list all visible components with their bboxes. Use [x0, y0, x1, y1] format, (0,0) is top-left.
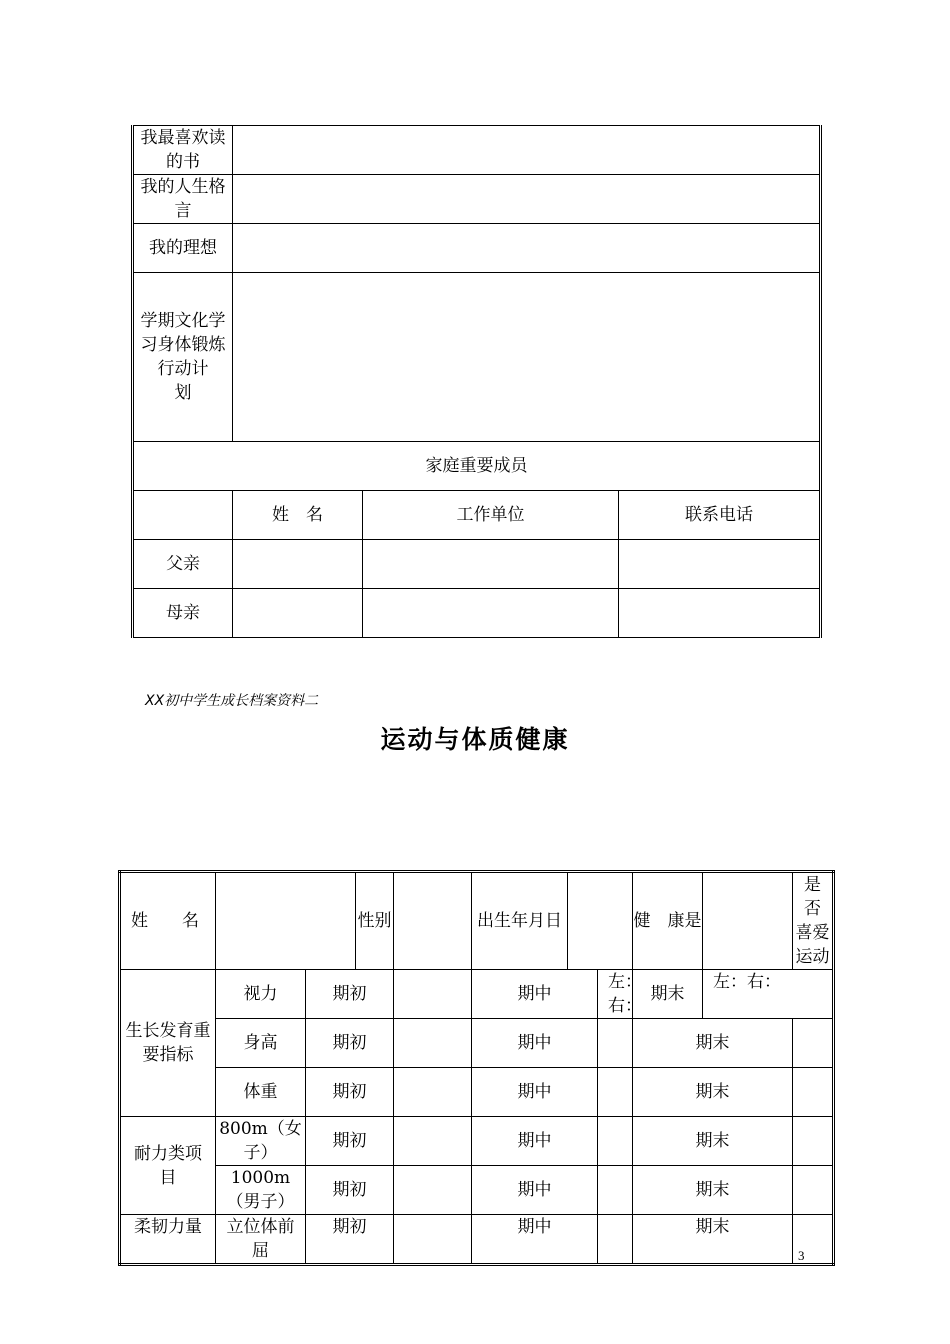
document-caption: XX初中学生成长档案资料二	[145, 693, 319, 709]
vision-end-label: 期末	[633, 970, 703, 1019]
vision-mid-label: 期中	[472, 970, 598, 1019]
father-label: 父亲	[133, 540, 233, 589]
mother-workplace-field[interactable]	[363, 589, 619, 638]
col-name-header: 姓 名	[233, 491, 363, 540]
father-name-field[interactable]	[233, 540, 363, 589]
name-field[interactable]	[216, 872, 356, 970]
height-label: 身高	[216, 1019, 306, 1068]
health-field[interactable]	[703, 872, 793, 970]
run1000-mid-field[interactable]	[598, 1166, 633, 1215]
birth-field[interactable]	[568, 872, 633, 970]
gender-label: 性别	[356, 872, 394, 970]
run800-end-field[interactable]	[793, 1117, 834, 1166]
plan-label: 学期文化学习身体锻炼行动计 划	[133, 273, 233, 442]
like-sport-label: 是 否 喜爱 运动	[793, 872, 834, 970]
motto-field[interactable]	[233, 175, 821, 224]
weight-mid-label: 期中	[472, 1068, 598, 1117]
height-end-label: 期末	[633, 1019, 793, 1068]
run800-label: 800m（女子）	[216, 1117, 306, 1166]
weight-end-label: 期末	[633, 1068, 793, 1117]
page-number: 3	[798, 1248, 805, 1263]
weight-start-label: 期初	[306, 1068, 394, 1117]
vision-label: 视力	[216, 970, 306, 1019]
ideal-field[interactable]	[233, 224, 821, 273]
flex-start-label: 期初	[306, 1215, 394, 1265]
height-start-field[interactable]	[394, 1019, 472, 1068]
run800-end-label: 期末	[633, 1117, 793, 1166]
flex-start-field[interactable]	[394, 1215, 472, 1265]
family-header: 家庭重要成员	[133, 442, 821, 491]
mother-label: 母亲	[133, 589, 233, 638]
ideal-label: 我的理想	[133, 224, 233, 273]
name-label: 姓 名	[120, 872, 216, 970]
father-phone-field[interactable]	[619, 540, 821, 589]
flex-label: 柔韧力量	[120, 1215, 216, 1265]
gender-field[interactable]	[394, 872, 472, 970]
health-table	[118, 870, 835, 1266]
mother-phone-field[interactable]	[619, 589, 821, 638]
height-start-label: 期初	[306, 1019, 394, 1068]
run1000-start-label: 期初	[306, 1166, 394, 1215]
vision-mid-left-right[interactable]: 左：右：	[598, 970, 633, 1019]
weight-start-field[interactable]	[394, 1068, 472, 1117]
run1000-end-field[interactable]	[793, 1166, 834, 1215]
sit-reach-label: 立位体前 屈	[216, 1215, 306, 1265]
run800-mid-label: 期中	[472, 1117, 598, 1166]
col-workplace-header: 工作单位	[363, 491, 619, 540]
family-corner-cell	[133, 491, 233, 540]
weight-label: 体重	[216, 1068, 306, 1117]
growth-label: 生长发育重要指标	[120, 970, 216, 1117]
mother-name-field[interactable]	[233, 589, 363, 638]
favorite-book-label: 我最喜欢读的书	[133, 126, 233, 175]
run800-mid-field[interactable]	[598, 1117, 633, 1166]
run800-start-label: 期初	[306, 1117, 394, 1166]
flex-mid-label: 期中	[472, 1215, 598, 1265]
vision-start-label: 期初	[306, 970, 394, 1019]
favorite-book-field[interactable]	[233, 126, 821, 175]
height-mid-label: 期中	[472, 1019, 598, 1068]
vision-end-left-right[interactable]: 左：右：	[703, 970, 834, 1019]
endurance-label: 耐力类项 目	[120, 1117, 216, 1215]
birth-label: 出生年月日	[472, 872, 568, 970]
height-mid-field[interactable]	[598, 1019, 633, 1068]
height-end-field[interactable]	[793, 1019, 834, 1068]
weight-end-field[interactable]	[793, 1068, 834, 1117]
plan-field[interactable]	[233, 273, 821, 442]
motto-label: 我的人生格言	[133, 175, 233, 224]
flex-mid-field[interactable]	[598, 1215, 633, 1265]
weight-mid-field[interactable]	[598, 1068, 633, 1117]
run1000-label: 1000m（男子）	[216, 1166, 306, 1215]
profile-table	[131, 125, 822, 638]
col-phone-header: 联系电话	[619, 491, 821, 540]
father-workplace-field[interactable]	[363, 540, 619, 589]
health-label: 健 康是	[633, 872, 703, 970]
run1000-mid-label: 期中	[472, 1166, 598, 1215]
page-title: 运动与体质健康	[380, 725, 570, 754]
run800-start-field[interactable]	[394, 1117, 472, 1166]
run1000-end-label: 期末	[633, 1166, 793, 1215]
flex-end-label: 期末	[633, 1215, 793, 1265]
run1000-start-field[interactable]	[394, 1166, 472, 1215]
vision-start-field[interactable]	[394, 970, 472, 1019]
